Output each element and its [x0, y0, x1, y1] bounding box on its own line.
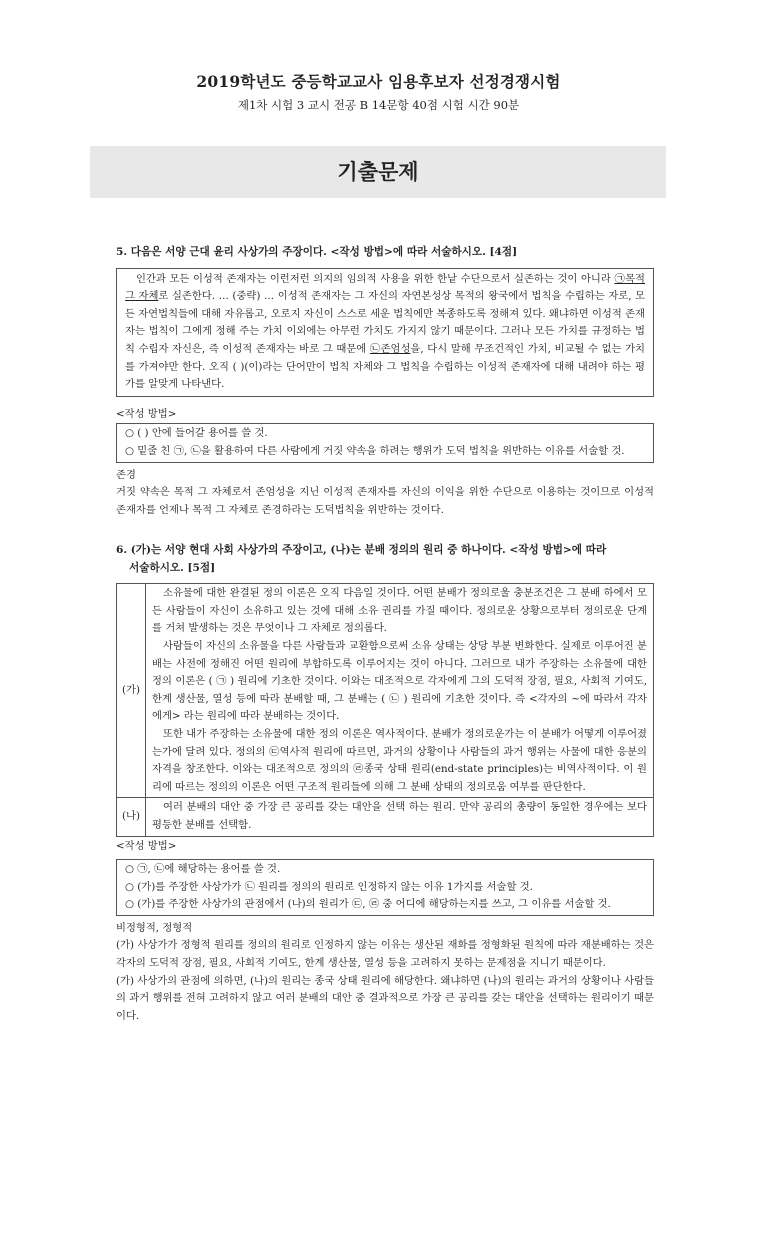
method-item: ○ (가)를 주장한 사상가가 ㉡ 원리를 정의의 원리로 인정하지 않는 이유 1가지를 서술할 것.: [125, 880, 533, 893]
question-5-heading: 5. 다음은 서양 근대 윤리 사상가의 주장이다. <작성 방법>에 따라 서술하시오. [4점]: [116, 246, 518, 258]
question-5: [116, 244, 654, 519]
answer-block: [116, 920, 654, 1026]
method-item: ○ 밑줄 친 ㉠, ㉡을 활용하여 다른 사람에게 거짓 약속을 하려는 행위가 도덕 법칙을 위반하는 이유를 서술할 것.: [125, 444, 625, 457]
answer-line: 존경: [116, 468, 136, 481]
passage-underline: ㉠목적 그 자체: [125, 272, 645, 303]
passage-text: 을, 다시 말해 무조건적인 가치, 비교될 수 없는 가치를 가져야만 한다. 오직 ( )(이)라는 단어만이 법칙 자체와 그 법칙을 수립하는 이성적 존재자에 대해 내려야 하는 평가를 알맞게 나타낸다.: [125, 342, 646, 391]
question-6-heading-cont: 서술하시오. [5점]: [129, 561, 216, 574]
answer-block: [116, 467, 654, 520]
question-6-heading: 6. (가)는 서양 현대 사회 사상가의 주장이고, (나)는 분배 정의의 원리 중 하나이다. <작성 방법>에 따라: [116, 544, 607, 556]
ga-label: (가): [117, 584, 146, 798]
passage-text: 인간과 모든 이성적 존재자는 이런저런 의지의 임의적 사용을 위한 한낱 수단으로서 실존하는 것이 아니라: [136, 272, 615, 285]
answer-line: 비정형적, 정형적: [116, 921, 193, 934]
exam-subtitle: 제1차 시험 3 교시 전공 B 14문항 40점 시험 시간 90분: [237, 98, 520, 112]
na-passage: [146, 798, 654, 836]
ga-paragraph: 또한 내가 주장하는 소유물에 대한 정의 이론은 역사적이다. 분배가 정의로운가는 이 분배가 어떻게 이루어졌는가에 달려 있다. 정의의 ㉢역사적 원리에 따르면, 과거의 상황이나 사람들의 과거 행위는 사물에 대한 응분의 자격을 창조한다. 이와는 대조적으로 정의의 ㉣종국 상태 원리(end-state principles)는 비역사적이다. 이 원리에 따르는 정의의 이론은 어떤 구조적 원리들에 의해 그 분배 상태의 정의로움 여부를 판단한다.: [152, 727, 647, 793]
method-item: ○ ㉠, ㉡에 해당하는 용어를 쓸 것.: [125, 863, 281, 876]
question-5-passage: [116, 268, 654, 397]
na-paragraph: 여러 분배의 대안 중 가장 큰 공리를 갖는 대안을 선택 하는 원리. 만약 공리의 총량이 동일한 경우에는 보다 평등한 분배를 선택함.: [152, 801, 647, 831]
method-item: ○ ( ) 안에 들어갈 용어를 쓸 것.: [125, 427, 268, 440]
page-header: [0, 70, 757, 113]
method-label: <작성 방법>: [116, 839, 177, 852]
exam-title: 2019학년도 중등학교교사 임용후보자 선정경쟁시험: [196, 72, 561, 91]
answer-line: (가) 사상가의 관점에 의하면, (나)의 원리는 종국 상태 원리에 해당한다. 왜냐하면 (나)의 원리는 과거의 상황이나 사람들의 과거 행위를 전혀 고려하지 않고 여러 분배의 대안 중 결과적으로 가장 큰 공리를 갖는 대안을 선택하는 원리이기 때문이다.: [116, 974, 654, 1022]
passage-table: [116, 583, 654, 836]
method-label: <작성 방법>: [116, 407, 177, 420]
ga-passage: [146, 584, 654, 798]
passage-underline: ㉡존엄성: [369, 342, 411, 355]
question-6: [116, 542, 654, 1025]
ga-paragraph: 소유물에 대한 완결된 정의 이론은 오직 다음일 것이다. 어떤 분배가 정의로울 충분조건은 그 분배 하에서 모든 사람들이 자신이 소유하고 있는 것에 대해 소유 권리를 가질 때이다. 정의로운 상황으로부터 정의로운 단계를 거쳐 발생하는 것은 무엇이나 그 자체로 정의롭다.: [152, 587, 647, 635]
section-banner: 기출문제: [90, 146, 666, 198]
ga-paragraph: 사람들이 자신의 소유물을 다른 사람들과 교환함으로써 소유 상태는 상당 부분 변화한다. 실제로 이루어진 분배는 사전에 정해진 어떤 원리에 부합하도록 이루어지는 것이 아니다. 그러므로 내가 주장하는 소유물에 대한 정의 이론은 ( ㉠ ) 원리에 기초한 것이다. 이와는 대조적으로 각자에게 그의 도덕적 장점, 필요, 사회적 기여도, 한계 생산물, 열성 등에 따라 분배할 때, 그 분배는 ( ㉡ ) 원리에 기초한 것이다. 즉 <각자의 ~에 따라서 각자에게> 라는 원리에 따라 분배하는 것이다.: [152, 639, 647, 723]
method-box: [116, 423, 654, 462]
answer-line: 거짓 약속은 목적 그 자체로서 존엄성을 지닌 이성적 존재자를 자신의 이익을 위한 수단으로 이용하는 것이므로 이성적 존재자를 언제나 목적 그 자체로 존경하라는 도덕법칙을 위반하는 것이다.: [116, 486, 654, 516]
na-label: (나): [117, 798, 146, 836]
method-item: ○ (가)를 주장한 사상가의 관점에서 (나)의 원리가 ㉢, ㉣ 중 어디에 해당하는지를 쓰고, 그 이유를 서술할 것.: [125, 898, 611, 911]
passage-text: 로 실존한다. … (중략) … 이성적 존재자는 그 자신의 자연본성상 목적의 왕국에서 법칙을 수립하는 자로, 모든 자연법칙들에 대해 자유롭고, 오로지 자신이 스스로 세운 법칙에만 복종하도록 정해져 있다. 왜냐하면 이성적 존재자는 법칙이 그에게 정해 주는 가치 이외에는 아무런 가치도 가지지 않기 때문이다. 그러나 모든 가치를 규정하는 법칙 수립자 자신은, 즉 이성적 존재자는 바로 그 때문에: [125, 290, 646, 355]
method-box: [116, 859, 654, 916]
answer-line: (가) 사상가가 정형적 원리를 정의의 원리로 인정하지 않는 이유는 생산된 재화를 정형화된 원칙에 따라 재분배하는 것은 각자의 도덕적 장점, 필요, 사회적 기여도, 한계 생산물, 열성 등을 고려하지 못하는 문제점을 지니기 때문이다.: [116, 939, 654, 970]
